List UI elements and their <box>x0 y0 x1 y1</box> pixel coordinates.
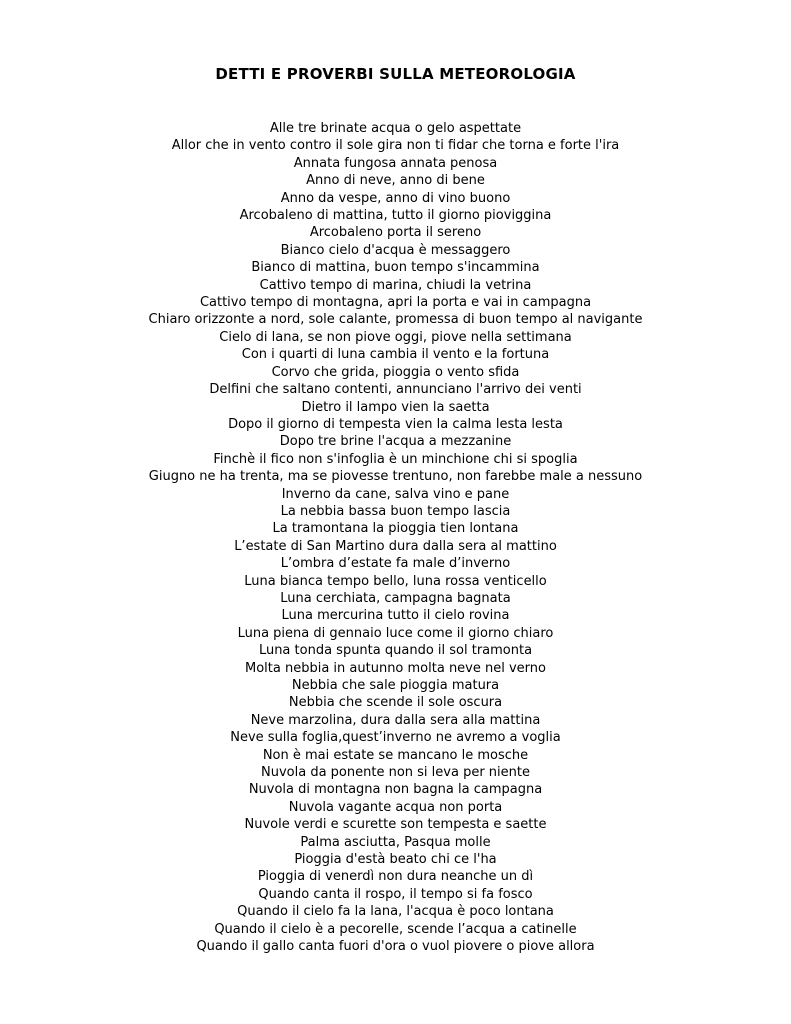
proverb-line: Anno di neve, anno di bene <box>306 173 485 189</box>
proverb-line: La tramontana la pioggia tien lontana <box>272 521 519 537</box>
proverb-line: Cattivo tempo di montagna, apri la porta e vai in campagna <box>199 295 592 311</box>
proverb-line: Nuvola vagante acqua non porta <box>288 799 503 815</box>
proverb-line: Cattivo tempo di marina, chiudi la vetrina <box>259 277 532 293</box>
proverb-line: Palma asciutta, Pasqua molle <box>300 834 491 850</box>
proverb-line: Neve sulla foglia,quest’inverno ne avremo a voglia <box>230 730 561 746</box>
proverb-line: Quando canta il rospo, il tempo si fa fosco <box>258 886 533 902</box>
proverb-line: Alle tre brinate acqua o gelo aspettate <box>269 121 522 136</box>
proverb-line: Chiaro orizzonte a nord, sole calante, promessa di buon tempo al navigante <box>148 312 643 328</box>
proverb-line: L’ombra d’estate fa male d’inverno <box>280 556 511 572</box>
proverb-line: Pioggia di venerdì non dura neanche un dì <box>257 869 534 885</box>
proverb-line: La nebbia bassa buon tempo lascia <box>280 503 511 519</box>
proverb-line: Dietro il lampo vien la saetta <box>301 399 490 415</box>
proverb-line: Dopo tre brine l'acqua a mezzanine <box>279 434 512 450</box>
proverb-line: Luna cerchiata, campagna bagnata <box>280 590 511 606</box>
proverb-line: Nuvola di montagna non bagna la campagna <box>248 782 543 798</box>
proverb-line: Nuvola da ponente non si leva per niente <box>261 765 530 781</box>
proverb-line: Luna tonda spunta quando il sol tramonta <box>258 643 533 659</box>
proverb-list <box>0 120 791 956</box>
proverb-line: Inverno da cane, salva vino e pane <box>281 486 510 502</box>
proverb-line: Annata fungosa annata penosa <box>293 155 498 171</box>
proverb-line: Bianco cielo d'acqua è messaggero <box>280 242 511 258</box>
proverb-line: Luna mercurina tutto il cielo rovina <box>281 608 510 624</box>
proverb-line: Corvo che grida, pioggia o vento sfida <box>271 364 520 380</box>
proverb-line: Bianco di mattina, buon tempo s'incammina <box>251 260 540 276</box>
proverb-line: Molta nebbia in autunno molta neve nel verno <box>245 660 546 676</box>
proverb-line: Luna bianca tempo bello, luna rossa venticello <box>244 573 547 589</box>
proverb-line: Arcobaleno porta il sereno <box>309 225 482 241</box>
proverb-line: Giugno ne ha trenta, ma se piovesse trentuno, non farebbe male a nessuno <box>148 469 643 485</box>
proverb-line: Arcobaleno di mattina, tutto il giorno pioviggina <box>239 208 552 224</box>
proverb-line: Finchè il fico non s'infoglia è un minchione chi si spoglia <box>213 451 578 467</box>
proverb-line: Quando il cielo fa la lana, l'acqua è poco lontana <box>237 904 554 920</box>
proverb-line: Quando il cielo è a pecorelle, scende l’acqua a catinelle <box>214 921 577 937</box>
proverb-line: Nebbia che scende il sole oscura <box>288 695 503 711</box>
proverb-line: Luna piena di gennaio luce come il giorno chiaro <box>237 625 554 641</box>
proverb-line: Neve marzolina, dura dalla sera alla mattina <box>250 712 541 728</box>
proverb-line: Pioggia d'està beato chi ce l'ha <box>294 852 497 868</box>
page-title: DETTI E PROVERBI SULLA METEOROLOGIA <box>215 65 576 83</box>
proverb-line: Non è mai estate se mancano le mosche <box>262 747 529 763</box>
proverb-line: Anno da vespe, anno di vino buono <box>280 190 511 206</box>
proverb-line: Dopo il giorno di tempesta vien la calma lesta lesta <box>228 416 563 432</box>
proverb-line: Con i quarti di luna cambia il vento e la fortuna <box>241 347 550 363</box>
proverb-line: Delfini che saltano contenti, annunciano l'arrivo dei venti <box>209 382 582 398</box>
proverb-line: Cielo di lana, se non piove oggi, piove nella settimana <box>219 329 572 345</box>
proverb-line: Quando il gallo canta fuori d'ora o vuol piovere o piove allora <box>196 939 595 955</box>
proverb-line: L’estate di San Martino dura dalla sera al mattino <box>234 538 557 554</box>
proverb-line: Nebbia che sale pioggia matura <box>291 678 500 693</box>
proverb-line: Allor che in vento contro il sole gira non ti fidar che torna e forte l'ira <box>171 138 620 154</box>
proverb-line: Nuvole verdi e scurette son tempesta e saette <box>244 817 547 833</box>
